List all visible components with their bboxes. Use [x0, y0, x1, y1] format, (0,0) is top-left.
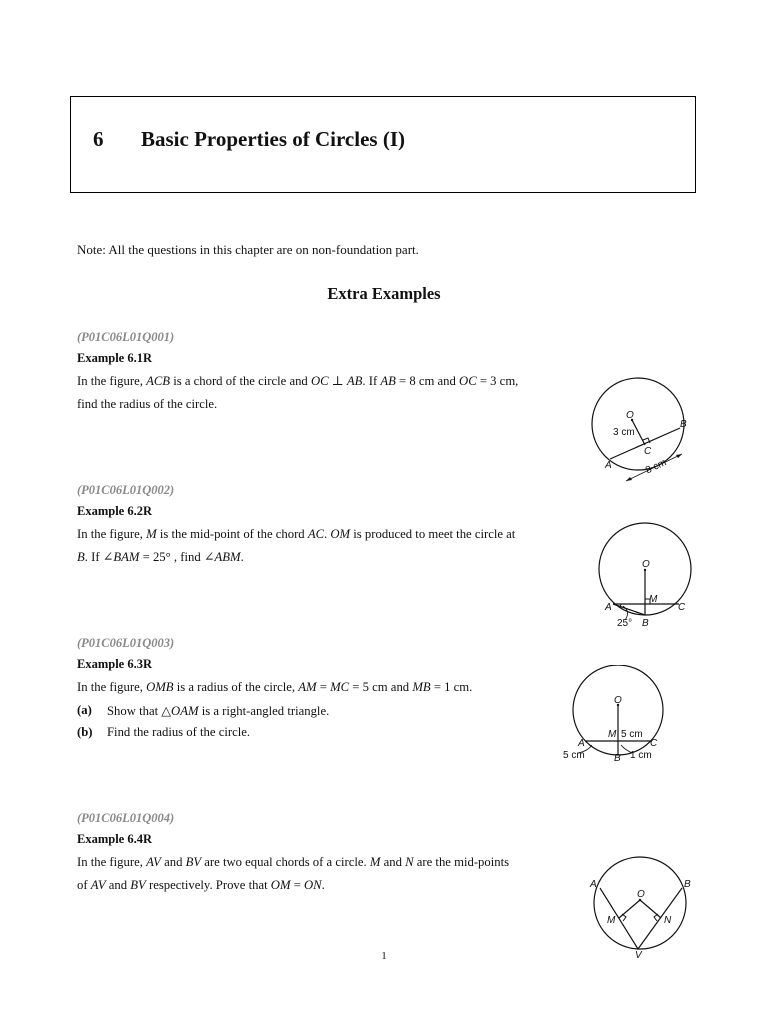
label-n: N: [664, 915, 672, 926]
segment-om: [619, 900, 640, 918]
example-text-line: of AV and BV respectively. Prove that OM = ON.: [77, 878, 325, 892]
example-label: Example 6.3R: [77, 657, 152, 671]
dimension-arrow: [676, 454, 682, 458]
label-o: O: [626, 410, 634, 421]
example-label: Example 6.4R: [77, 832, 152, 846]
question-id: (P01C06L01Q002): [77, 483, 175, 497]
label-mb-length: 1 cm: [630, 750, 652, 761]
label-b: B: [642, 618, 649, 629]
part-a-text: Show that △OAM is a right-angled triangle.: [107, 704, 330, 718]
label-angle: 25°: [617, 618, 633, 629]
circle-outline: [594, 857, 686, 949]
example-text-line: In the figure, M is the mid-point of the chord AC. OM is produced to meet the circle at: [77, 527, 516, 541]
example-text-line: B. If ∠BAM = 25° , find ∠ABM.: [77, 550, 244, 564]
question-id: (P01C06L01Q001): [77, 330, 175, 344]
label-m: M: [607, 915, 616, 926]
label-m: M: [608, 729, 617, 740]
label-o: O: [637, 889, 645, 900]
label-a: A: [578, 738, 585, 749]
label-a: A: [590, 879, 597, 890]
page-number: 1: [381, 950, 387, 962]
chapter-note: Note: All the questions in this chapter are on non-foundation part.: [77, 242, 419, 257]
example-text-line: In the figure, OMB is a radius of the circle, AM = MC = 5 cm and MB = 1 cm.: [77, 680, 473, 694]
label-b: B: [614, 753, 621, 764]
example-label: Example 6.1R: [77, 351, 152, 365]
segment-ab: [613, 604, 645, 615]
figure-example-6-4: [585, 855, 695, 960]
label-v: V: [635, 950, 642, 960]
chapter-title-box: [70, 96, 696, 193]
label-o: O: [614, 695, 622, 706]
question-id: (P01C06L01Q003): [77, 636, 175, 650]
label-c: C: [678, 602, 686, 613]
example-text-line: In the figure, AV and BV are two equal chords of a circle. M and N are the mid-points: [77, 855, 510, 869]
question-id: (P01C06L01Q004): [77, 811, 175, 825]
figure-example-6-2: [595, 522, 695, 630]
example-label: Example 6.2R: [77, 504, 152, 518]
label-c: C: [650, 738, 658, 749]
segment-on: [640, 900, 661, 918]
label-b: B: [680, 419, 687, 430]
part-b-text: Find the radius of the circle.: [107, 725, 251, 739]
chapter-number: 6: [93, 127, 104, 151]
part-a-label: (a): [77, 703, 92, 717]
chapter-title: Basic Properties of Circles (I): [141, 127, 405, 151]
label-a: A: [605, 460, 612, 471]
section-title: Extra Examples: [327, 284, 441, 303]
label-oc-length: 3 cm: [613, 427, 635, 438]
label-ab-length: 8 cm: [643, 457, 669, 477]
label-m: M: [649, 594, 658, 605]
example-text-line: In the figure, ACB is a chord of the circle and OC ⊥ AB. If AB = 8 cm and OC = 3 cm,: [77, 374, 519, 388]
label-b: B: [684, 879, 691, 890]
label-o: O: [642, 559, 650, 570]
dimension-arrow: [626, 477, 632, 481]
label-c: C: [644, 446, 652, 457]
figure-example-6-3: [560, 665, 670, 765]
label-mc-length: 5 cm: [621, 729, 643, 740]
right-angle-mark: [622, 914, 626, 921]
label-a: A: [605, 602, 612, 613]
label-am-length: 5 cm: [563, 750, 585, 761]
example-text-line: find the radius of the circle.: [77, 397, 218, 411]
circle-outline: [592, 378, 684, 470]
part-b-label: (b): [77, 725, 93, 739]
right-angle-mark: [654, 914, 658, 921]
chord-av: [600, 888, 638, 949]
figure-example-6-1: [580, 375, 690, 485]
